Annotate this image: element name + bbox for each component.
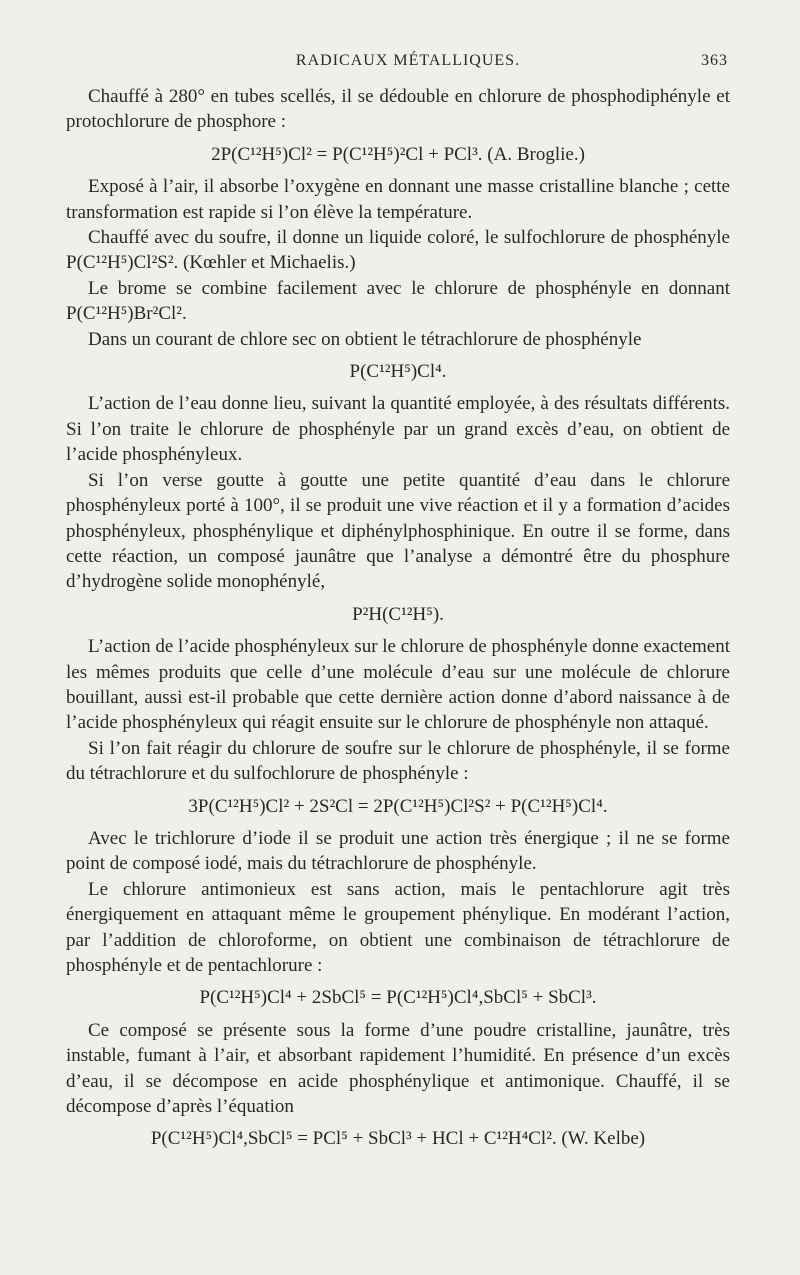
equation: 3P(C¹²H⁵)Cl² + 2S²Cl = 2P(C¹²H⁵)Cl²S² + P(C¹²H⁵)Cl⁴. (188, 795, 608, 817)
paragraph: Avec le trichlorure d’iode il se produit une action très énergique ; il ne se forme point de composé iodé, mais du tétrachlorure de phosphényle. (66, 827, 730, 875)
paragraph: Si l’on fait réagir du chlorure de soufre sur le chlorure de phosphényle, il se forme du tétrachlorure et du sulfochlorure de phosphényle : (66, 737, 730, 785)
paragraph: Le chlorure antimonieux est sans action, mais le pentachlorure agit très énergiquement en attaquant même le groupement phénylique. En modérant l’action, par l’addition de chloroforme, on obtient une combinaison de tétrachlorure de phosphényle et de pentachlorure : (66, 878, 730, 976)
equation: P(C¹²H⁵)Cl⁴ + 2SbCl⁵ = P(C¹²H⁵)Cl⁴,SbCl⁵ + SbCl³. (199, 987, 597, 1009)
equation: P²H(C¹²H⁵). (352, 603, 444, 625)
running-title: RADICAUX MÉTALLIQUES. (295, 52, 521, 69)
paragraph: L’action de l’eau donne lieu, suivant la quantité employée, à des résultats différents. Si l’on traite le chlorure de phosphényle par un grand excès d’eau, on obtient de l’acide phosphényleux. (66, 393, 730, 466)
page-number: 363 (701, 52, 728, 69)
paragraph: Si l’on verse goutte à goutte une petite quantité d’eau dans le chlorure phosphényleux porté à 100°, il se produit une vive réaction et il y a formation d’acides phosphényleux, phosphénylique et diphénylphosphinique. En outre il se forme, dans cette réaction, un composé jaunâtre que l’analyse a démontré être du phosphure d’hydrogène solide monophénylé, (66, 469, 730, 593)
paragraph: L’action de l’acide phosphényleux sur le chlorure de phosphényle donne exactement les mêmes produits que celle d’une molécule d’eau sur une molécule de chlorure bouillant, aussi est-il probable que cette dernière action donne d’abord naissance à de l’acide phosphényleux qui réagit ensuite sur le chlorure de phosphényle non attaqué. (66, 636, 730, 734)
paragraph: Exposé à l’air, il absorbe l’oxygène en donnant une masse cristalline blanche ; cette transformation est rapide si l’on élève la température. (66, 176, 730, 223)
equation: P(C¹²H⁵)Cl⁴,SbCl⁵ = PCl⁵ + SbCl³ + HCl + C¹²H⁴Cl². (W. Kelbe) (150, 1128, 646, 1150)
page-body (66, 84, 730, 1159)
paragraph: Chauffé avec du soufre, il donne un liquide coloré, le sulfochlorure de phosphényle P(C¹²H⁵)Cl²S². (Kœhler et Michaelis.) (66, 227, 730, 274)
equation: 2P(C¹²H⁵)Cl² = P(C¹²H⁵)²Cl + PCl³. (A. Broglie.) (211, 143, 585, 165)
paragraph: Le brome se combine facilement avec le chlorure de phosphényle en donnant P(C¹²H⁵)Br²Cl². (66, 277, 730, 325)
paragraph: Dans un courant de chlore sec on obtient le tétrachlorure de phosphényle (88, 328, 642, 350)
paragraph: Ce composé se présente sous la forme d’une poudre cristalline, jaunâtre, très instable, fumant à l’air, et absorbant rapidement l’humidité. En présence d’un excès d’eau, il se décompose en acide phosphénylique et antimonique. Chauffé, il se décompose d’après l’équation (66, 1019, 730, 1118)
page-header (88, 52, 728, 76)
equation: P(C¹²H⁵)Cl⁴. (349, 361, 447, 383)
paragraph: Chauffé à 280° en tubes scellés, il se dédouble en chlorure de phosphodiphényle et protochlorure de phosphore : (66, 86, 730, 133)
